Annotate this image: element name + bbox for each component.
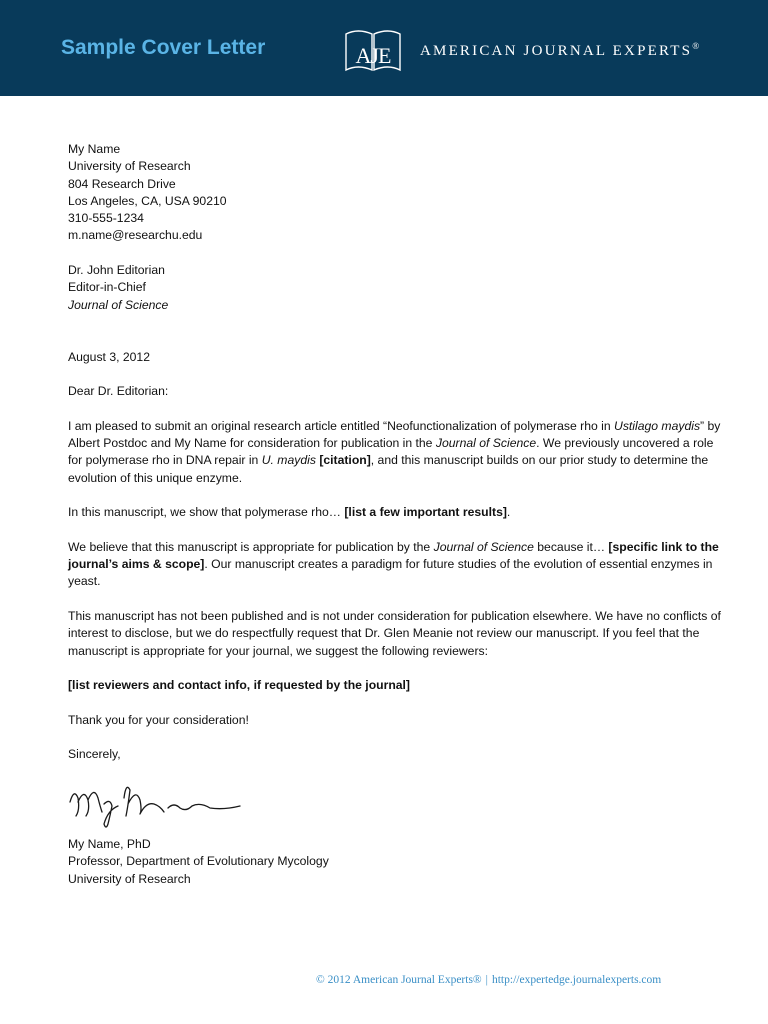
handwritten-signature-icon bbox=[64, 776, 264, 832]
sender-name: My Name bbox=[68, 142, 121, 156]
signer-block bbox=[68, 836, 329, 888]
page-footer bbox=[316, 974, 736, 986]
letter-body bbox=[68, 141, 728, 764]
sender-street: 804 Research Drive bbox=[68, 176, 176, 191]
paragraph-conflicts: This manuscript has not been published and is not under consideration for publication elsewhere. We have no conflicts of interest to disclose, but we do respectfully request that Dr. Glen Meanie not review our manuscript. If you feel that the manuscript is appropriate for your journal, we suggest the following reviewers: bbox=[68, 609, 721, 658]
paragraph-reviewers: [list reviewers and contact info, if requested by the journal] bbox=[68, 678, 410, 693]
signer-institution: University of Research bbox=[68, 871, 191, 886]
recipient-title: Editor-in-Chief bbox=[68, 280, 146, 295]
logo-wordmark-text: AMERICAN JOURNAL EXPERTS bbox=[420, 43, 693, 59]
salutation: Dear Dr. Editorian: bbox=[68, 384, 169, 399]
page-header bbox=[0, 0, 768, 96]
sender-city: Los Angeles, CA, USA 90210 bbox=[68, 193, 227, 208]
recipient-block bbox=[68, 262, 728, 314]
logo-mark-text: AJE bbox=[355, 43, 391, 68]
aje-logo-icon bbox=[342, 26, 404, 74]
page-title: Sample Cover Letter bbox=[61, 36, 266, 59]
paragraph-results: In this manuscript, we show that polymerase rho… [list a few important results]. bbox=[68, 505, 511, 520]
recipient-name: Dr. John Editorian bbox=[68, 263, 165, 278]
sender-email: m.name@researchu.edu bbox=[68, 228, 203, 243]
closing: Sincerely, bbox=[68, 747, 121, 762]
paragraph-scope: We believe that this manuscript is appropriate for publication by the Journal of Science because it… [specific link to the journal’s aims & scope]. Our manuscript creates a paradigm for future studies of the evolution of essential enzymes in yeast. bbox=[68, 539, 719, 589]
paragraph-intro: I am pleased to submit an original research article entitled “Neofunctionalization of polymerase rho in Ustilago maydis” by Albert Postdoc and My Name for consideration for publication in the Journal of Science. We previously uncovered a role for polymerase rho in DNA repair in U. maydis [citation], and this manuscript builds on our prior study to determine the evolution of this unique enzyme. bbox=[68, 418, 721, 485]
signer-name: My Name, PhD bbox=[68, 837, 151, 851]
footer-copyright: © 2012 American Journal Experts® bbox=[316, 974, 482, 986]
logo-registered-mark: ® bbox=[692, 41, 700, 51]
sender-block bbox=[68, 141, 728, 245]
paragraph-thanks: Thank you for your consideration! bbox=[68, 712, 249, 727]
signer-title: Professor, Department of Evolutionary Mycology bbox=[68, 854, 329, 869]
sender-phone: 310-555-1234 bbox=[68, 211, 144, 226]
recipient-journal: Journal of Science bbox=[68, 297, 169, 312]
letter-date: August 3, 2012 bbox=[68, 349, 150, 364]
footer-link[interactable]: http://expertedge.journalexperts.com bbox=[491, 974, 662, 986]
sender-institution: University of Research bbox=[68, 159, 191, 174]
footer-separator: | bbox=[485, 974, 488, 986]
logo-wordmark bbox=[420, 41, 699, 60]
